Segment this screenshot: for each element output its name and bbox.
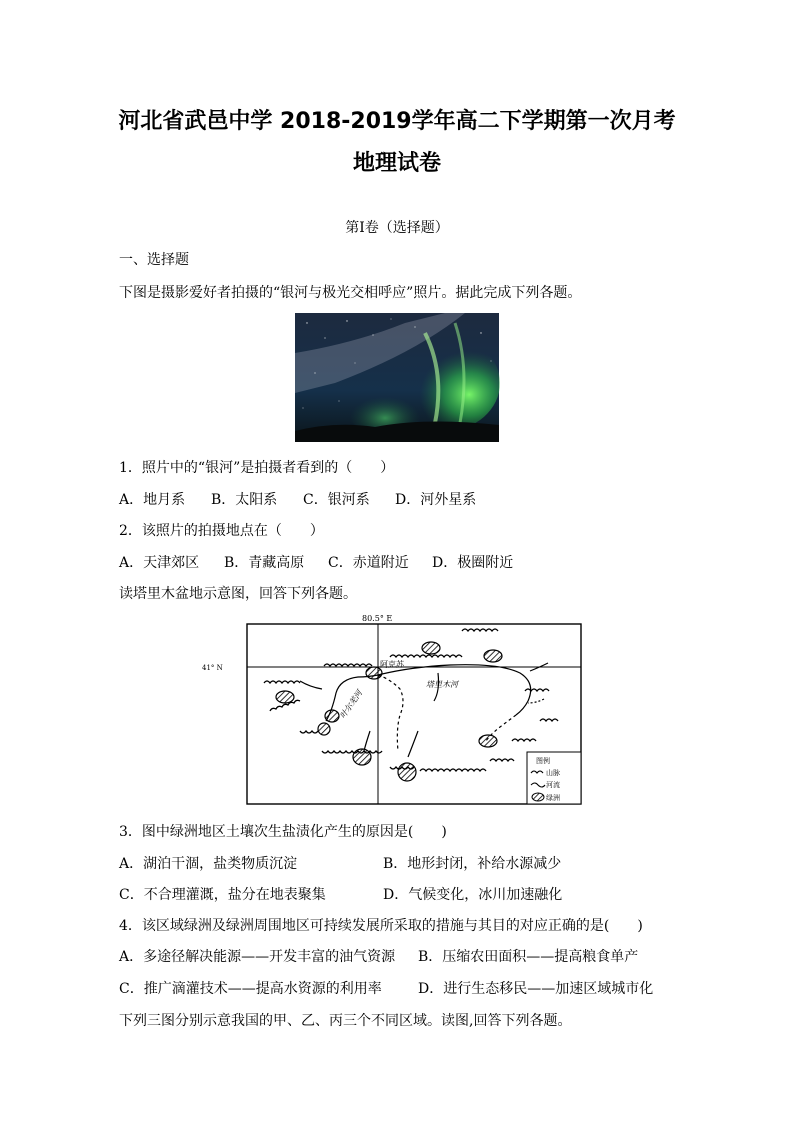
aurora-milky-way-photo — [295, 313, 499, 442]
section-heading: 一、选择题 — [119, 252, 189, 268]
q1-option-a: A．地月系 — [119, 492, 186, 508]
q2-option-a: A．天津郊区 — [119, 555, 200, 571]
q4-option-d: D．进行生态移民——加速区域城市化 — [418, 981, 654, 997]
river-label-yarkand: 叶尔羌河 — [338, 688, 364, 721]
q2-option-b: B．青藏高原 — [224, 555, 305, 571]
intro-tarim: 读塔里木盆地示意图，回答下列各题。 — [119, 586, 357, 602]
q3-option-d: D．气候变化，冰川加速融化 — [383, 887, 563, 903]
question-4-options-row1 — [119, 946, 638, 966]
q2-option-c: C．赤道附近 — [328, 555, 409, 571]
q4-option-b: B．压缩农田面积——提高粮食单产 — [418, 949, 639, 965]
river-label-tarim: 塔里木河 — [426, 680, 458, 689]
question-3-options-row2 — [119, 884, 562, 904]
q4-option-c: C．推广滴灌技术——提高水资源的利用率 — [119, 981, 382, 997]
question-1-stem: 1．照片中的“银河”是拍摄者看到的（ ） — [119, 460, 395, 476]
q1-option-b: B．太阳系 — [211, 492, 278, 508]
legend-oasis-label: 绿洲 — [546, 794, 560, 802]
latitude-label: 41° N — [202, 664, 223, 672]
question-3-stem: 3．图中绿洲地区土壤次生盐渍化产生的原因是( ) — [119, 824, 447, 840]
q3-option-b: B．地形封闭，补给水源减少 — [383, 856, 562, 872]
map-legend — [527, 752, 581, 804]
exam-subtitle: 地理试卷 — [352, 151, 441, 176]
legend-river-label: 河流 — [546, 781, 560, 789]
question-4-options-row2 — [119, 978, 653, 998]
longitude-label: 80.5° E — [362, 614, 393, 623]
exam-title: 河北省武邑中学 2018-2019学年高二下学期第一次月考 — [118, 109, 676, 134]
part-heading: 第Ⅰ卷（选择题） — [345, 220, 449, 236]
tarim-basin-map — [202, 611, 586, 807]
q4-option-a: A．多途径解决能源——开发丰富的油气资源 — [119, 949, 396, 965]
legend-title: 图例 — [536, 757, 550, 765]
question-2-stem: 2．该照片的拍摄地点在（ ） — [119, 523, 324, 539]
q3-option-a: A．湖泊干涸，盐类物质沉淀 — [119, 856, 298, 872]
intro-three-regions: 下列三图分别示意我国的甲、乙、丙三个不同区域。读图,回答下列各题。 — [119, 1013, 572, 1029]
question-1-options — [119, 489, 476, 509]
question-2-options — [119, 552, 513, 572]
q1-option-d: D．河外星系 — [395, 492, 477, 508]
city-label-aksu: 阿克苏 — [380, 660, 404, 669]
q3-option-c: C．不合理灌溉，盐分在地表聚集 — [119, 887, 326, 903]
legend-oasis-symbol — [532, 793, 544, 801]
q1-option-c: C．银河系 — [303, 492, 370, 508]
legend-mountain-label: 山脉 — [546, 769, 560, 777]
question-4-stem: 4．该区域绿洲及绿洲周围地区可持续发展所采取的措施与其目的对应正确的是( ) — [119, 918, 643, 934]
question-3-options-row1 — [119, 853, 561, 873]
q2-option-d: D．极圈附近 — [432, 555, 514, 571]
intro-aurora: 下图是摄影爱好者拍摄的“银河与极光交相呼应”照片。据此完成下列各题。 — [119, 285, 582, 301]
